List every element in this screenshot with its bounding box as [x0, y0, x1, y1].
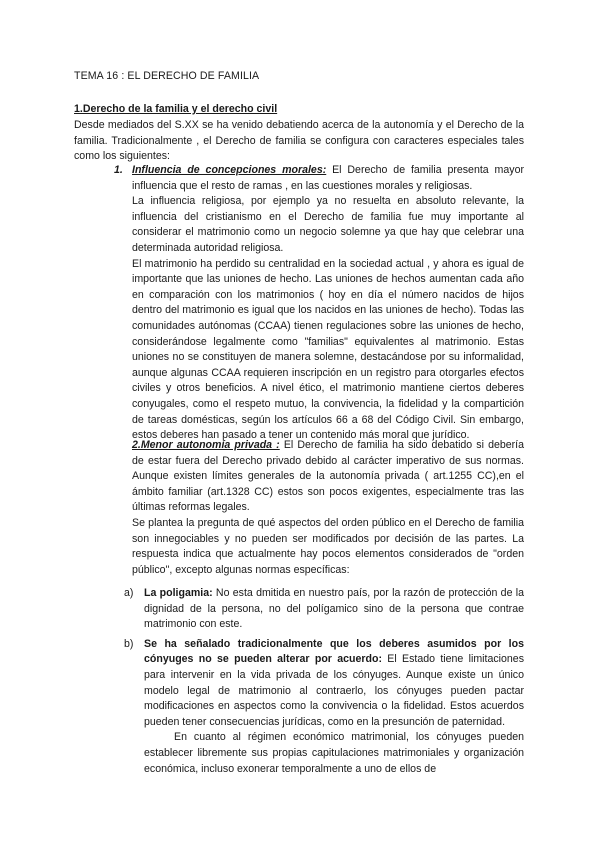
- section-1-heading: 1.Derecho de la familia y el derecho civil: [74, 103, 278, 115]
- section-2-paragraph-2: Se plantea la pregunta de qué aspectos del orden público en el Derecho de familia son innegociables y no pueden ser modificados por decisión de las partes. La respuesta indica que actualmente hay pocos elementos considerados de "orden público", excepto algunas normas específicas:: [132, 516, 524, 576]
- list-item-1-label: Influencia de concepciones morales:: [132, 164, 327, 176]
- list-item-1-body: [132, 163, 524, 444]
- list-item-1-text: El Derecho de familia presenta mayor influencia que el resto de ramas , en las cuestiones morales y religiosas.: [132, 164, 524, 192]
- sub-list: [124, 586, 524, 777]
- sub-item-b-marker: b): [124, 637, 134, 650]
- list-item-1-paragraph-1: [132, 163, 524, 194]
- document-title: TEMA 16 : EL DERECHO DE FAMILIA: [74, 70, 260, 82]
- sub-item-a-paragraph: [144, 586, 524, 633]
- sub-item-b-paragraph-1: [144, 637, 524, 731]
- sub-item-b-paragraph-2: En cuanto al régimen económico matrimonial, los cónyuges pueden establecer libremente sus propias capitulaciones matrimoniales y organización económica, incluso exonerar temporalmente a uno de ellos de: [144, 731, 524, 775]
- list-item-1: [74, 163, 524, 444]
- list-item-1-number: 1.: [114, 164, 123, 176]
- list-item-1-paragraph-2: La influencia religiosa, por ejemplo ya no resuelta en absoluto relevante, la influencia del cristianismo en el Derecho de familia fue muy importante al considerar el matrimonio como un negocio solemne ya que hay que celebrar una determinada autoridad religiosa.: [132, 195, 524, 254]
- list-item-1-paragraph-3: El matrimonio ha perdido su centralidad en la sociedad actual , y ahora es igual de importante que las uniones de hecho. Las uniones de hechos aumentan cada año en comparación con los matrimonios ( hoy en día el número nacidos de hijos dentro del matrimonio es igual que los nacidos en las uniones de hecho). Todas las comunidades autónomas (CCAA) tienen regulaciones sobre las uniones de hecho, considerándose legalmente como "familias" equivalentes al matrimonio. Estas uniones no se constituyen de manera solemne, destacándose por su informalidad, aunque algunas CCAA requieren inscripción en un registro para otorgarles efectos civiles y otros beneficios. A nivel ético, el matrimonio mantiene ciertos deberes conyugales, como el respeto mutuo, la convivencia, la fidelidad y la compartición de tareas domésticas, según los artículos 66 a 68 del Código Civil. Sin embargo, estos deberes han pasado a tener un contenido más moral que jurídico.: [132, 257, 524, 442]
- sub-item-a-text: No esta dmitida en nuestro país, por la razón de protección de la dignidad de la persona, no del polígamico sino de la persona que contrae matrimonio con este.: [144, 587, 525, 631]
- sub-item-b: [124, 637, 524, 777]
- sub-item-b-label: Se ha señalado tradicionalmente que los deberes asumidos por los cónyuges no se pueden alterar por acuerdo:: [144, 637, 524, 666]
- sub-item-a-label: La poligamia:: [144, 587, 213, 599]
- section-2-label: 2.Menor autonomía privada :: [132, 439, 280, 451]
- sub-item-b-text: El Estado tiene limitaciones para intervenir en la vida privada de los cónyuges. Aunque existe un único modelo legal de matrimonio al contraerlo, los cónyuges pueden pactar modificaciones en aspectos como la convivencia o la fidelidad. Estos acuerdos pueden tener consecuencias jurídicas, como en la presunción de paternidad.: [144, 653, 524, 728]
- section-2: [132, 438, 524, 578]
- sub-item-a: [124, 586, 524, 633]
- section-2-text: El Derecho de familia ha sido debatido si debería de estar fuera del Derecho privado debido al carácter imperativo de sus normas. Aunque existen límites generales de la autonomía privada ( art.1255 CC),en el ámbito familiar (art.1328 CC) estos son pocos exigentes, especialmente tras las últimas reformas legales.: [132, 439, 524, 514]
- section-1-intro: Desde mediados del S.XX se ha venido debatiendo acerca de la autonomía y el Derecho de la familia. Tradicionalmente , el Derecho de familia se configura con caracteres especiales tales como los siguientes:: [74, 119, 524, 163]
- section-2-paragraph-1: [132, 438, 524, 516]
- sub-item-a-marker: a): [124, 587, 134, 599]
